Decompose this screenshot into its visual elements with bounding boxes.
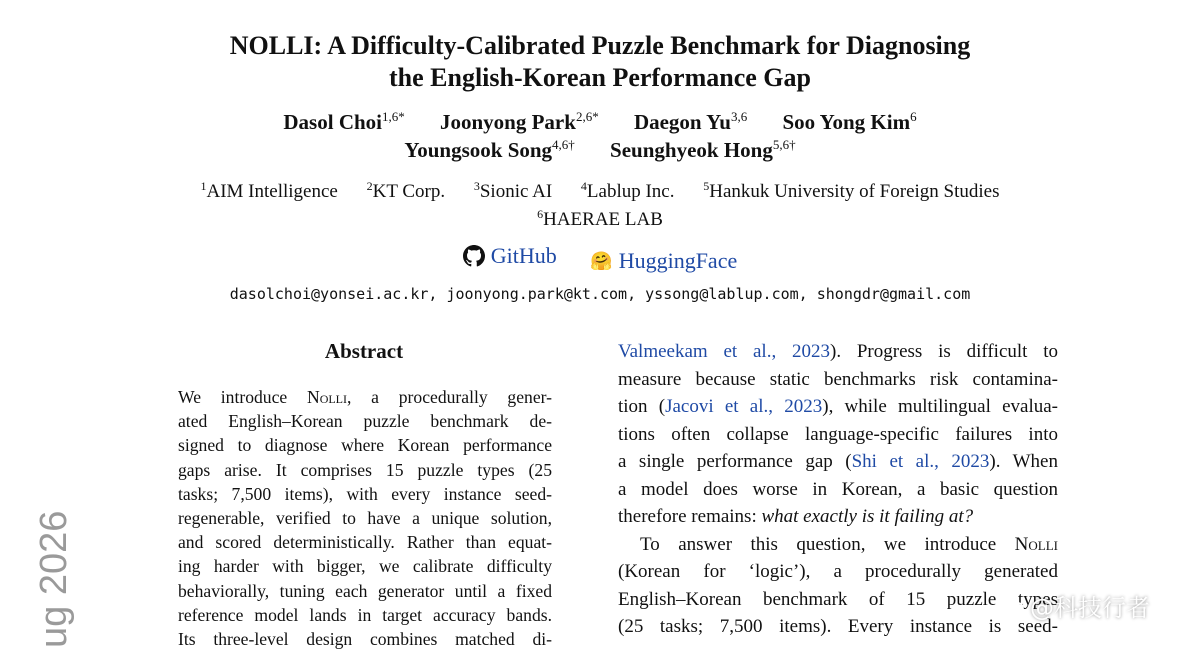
intro-line: tion (Jacovi et al., 2023), while multilingual evalua-: [618, 396, 1058, 417]
abstract-line: gaps arise. It comprises 15 puzzle types (25: [178, 459, 552, 480]
author: Youngsook Song$^{4,6\dagger}$: [404, 137, 575, 162]
author: Joonyong Park$^{2,6*}$: [440, 109, 599, 134]
watermark: [1000, 588, 1150, 623]
affiliation: $^3$Sionic AI: [473, 179, 553, 202]
intro-line: (Korean for ‘logic’), a procedurally generated: [618, 561, 1058, 582]
affiliation: $^5$Hankuk University of Foreign Studies: [703, 179, 1000, 202]
abstract-line: We introduce Nolli, a procedurally gener-: [178, 387, 552, 407]
abstract-line: signed to diagnose where Korean performance: [178, 435, 552, 456]
affiliation-row-2: [0, 206, 1200, 233]
hugging-face-icon: 🤗: [590, 251, 613, 271]
intro-line: therefore remains: what exactly is it failing at?: [618, 506, 974, 527]
intro-line: To answer this question, we introduce Nolli: [640, 533, 1058, 555]
abstract-body: [178, 385, 552, 651]
citation-link[interactable]: Jacovi et al., 2023: [665, 396, 823, 417]
abstract-line: tasks; 7,500 items), with every instance seed-: [178, 483, 552, 504]
abstract-line: and scored deterministically. Rather than equat-: [178, 532, 552, 553]
abstract-line: regenerable, verified to have a unique solution,: [178, 508, 552, 529]
author-row-2: [0, 136, 1200, 164]
author-emails: dasolchoi@yonsei.ac.kr, joonyong.park@kt.com, yssong@lablup.com, shongdr@gmail.com: [229, 285, 971, 303]
github-icon: [463, 245, 485, 267]
abstract-line: ing harder with bigger, we calibrate difficulty: [178, 556, 552, 577]
citation-link[interactable]: Valmeekam et al., 2023: [618, 341, 830, 362]
intro-line: tions often collapse language-specific failures into: [618, 423, 1058, 445]
paper-title: [0, 30, 1200, 94]
affiliation: $^1$AIM Intelligence: [200, 179, 338, 202]
github-link-label: GitHub: [490, 243, 557, 268]
abstract-line: Its three-level design combines matched di-: [178, 629, 552, 650]
intro-line: a single performance gap (Shi et al., 2023). When: [618, 451, 1058, 472]
author-row-1: [0, 108, 1200, 136]
intro-line: a model does worse in Korean, a basic question: [618, 478, 1058, 500]
title-line-1: NOLLI: A Difficulty-Calibrated Puzzle Benchmark for Diagnosing: [229, 31, 971, 60]
author: Daegon Yu$^{3,6}$: [633, 109, 748, 134]
author: Dasol Choi$^{1,6*}$: [283, 109, 405, 134]
github-link[interactable]: [463, 241, 557, 271]
affiliation: $^6$HAERAE LAB: [537, 207, 663, 230]
huggingface-link[interactable]: [590, 246, 737, 276]
author: Soo Yong Kim$^6$: [782, 109, 917, 134]
watermark-text: @科技行者: [1030, 594, 1150, 622]
citation-link[interactable]: Shi et al., 2023: [851, 451, 990, 472]
introduction-text: [618, 338, 1058, 641]
abstract-line: ated English–Korean puzzle benchmark de-: [178, 411, 552, 432]
wechat-icon: [1000, 596, 1024, 616]
huggingface-link-label: HuggingFace: [618, 248, 738, 273]
abstract-heading: Abstract: [324, 339, 404, 363]
affiliation: $^2$KT Corp.: [366, 179, 446, 202]
intro-line: (25 tasks; 7,500 items). Every instance is seed-: [618, 616, 1058, 637]
title-line-2: the English-Korean Performance Gap: [389, 63, 811, 92]
intro-line: measure because static benchmarks risk contamina-: [618, 368, 1058, 390]
abstract-line: behaviorally, tuning each generator until a fixed: [178, 580, 552, 601]
affiliation-row-1: [0, 178, 1200, 205]
author: Seunghyeok Hong$^{5,6\dagger}$: [610, 137, 796, 162]
arxiv-side-stamp: ug 2026: [33, 510, 75, 648]
resource-links: [0, 241, 1200, 276]
abstract-line: reference model lands in target accuracy bands.: [178, 604, 552, 625]
intro-line: English–Korean benchmark of 15 puzzle types: [618, 588, 1058, 610]
affiliation: $^4$Lablup Inc.: [580, 179, 675, 202]
intro-line: Valmeekam et al., 2023). Progress is difficult to: [618, 341, 1059, 362]
